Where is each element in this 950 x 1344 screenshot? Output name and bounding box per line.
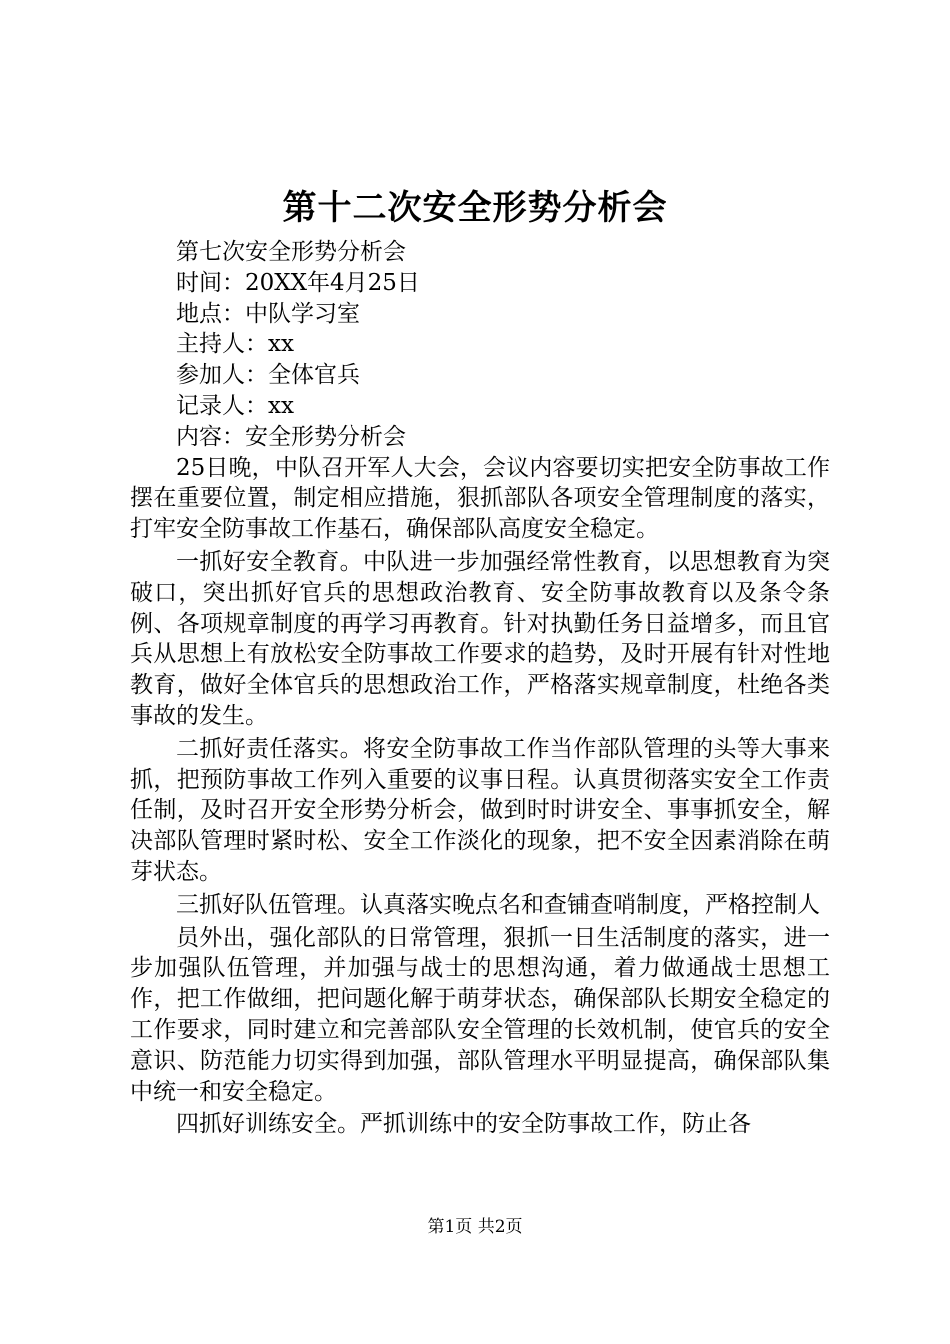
paragraph-team-management-continued: 员外出，强化部队的日常管理，狠抓一日生活制度的落实，进一步加强队伍管理，并加强与战士的思想沟通，着力做通战士思想工作，把工作做细，把问题化解于萌芽状态，确保部队长期安全稳定的工作要求，同时建立和完善部队安全管理的长效机制，使官兵的安全意识、防范能力切实得到加强，部队管理水平明显提高，确保部队集中统一和安全稳定。 [130, 924, 830, 1105]
document-body [130, 237, 830, 1142]
paragraph-safety-education: 一抓好安全教育。中队进一步加强经常性教育，以思想教育为突破口，突出抓好官兵的思想政治教育、安全防事故教育以及条令条例、各项规章制度的再学习再教育。针对执勤任务日益增多，而且官兵从思想上有放松安全防事故工作要求的趋势，及时开展有针对性地教育，做好全体官兵的思想政治工作，严格落实规章制度，杜绝各类事故的发生。 [130, 548, 830, 729]
meta-subtitle: 第七次安全形势分析会 [176, 239, 406, 265]
meta-location: 地点：中队学习室 [176, 300, 360, 327]
document-title: 第十二次安全形势分析会 [282, 188, 668, 228]
meta-host: 主持人：xx [176, 331, 294, 358]
meta-recorder: 记录人：xx [176, 392, 294, 419]
meta-content: 内容：安全形势分析会 [176, 423, 406, 450]
paragraph-team-management: 三抓好队伍管理。认真落实晚点名和查铺查哨制度，严格控制人 [176, 891, 820, 918]
meta-attendees: 参加人：全体官兵 [176, 362, 360, 389]
paragraph-responsibility: 二抓好责任落实。将安全防事故工作当作部队管理的头等大事来抓，把预防事故工作列入重要的议事日程。认真贯彻落实安全工作责任制，及时召开安全形势分析会，做到时时讲安全、事事抓安全，解决部队管理时紧时松、安全工作淡化的现象，把不安全因素消除在萌芽状态。 [130, 735, 830, 885]
meta-time: 时间：20XX年4月25日 [176, 269, 420, 296]
paragraph-training-safety: 四抓好训练安全。严抓训练中的安全防事故工作，防止各 [176, 1111, 751, 1138]
page-footer: 第1页 共2页 [427, 1217, 523, 1237]
paragraph-meeting-summary: 25日晚，中队召开军人大会，会议内容要切实把安全防事故工作摆在重要位置，制定相应措施，狠抓部队各项安全管理制度的落实，打牢安全防事故工作基石，确保部队高度安全稳定。 [130, 454, 830, 543]
